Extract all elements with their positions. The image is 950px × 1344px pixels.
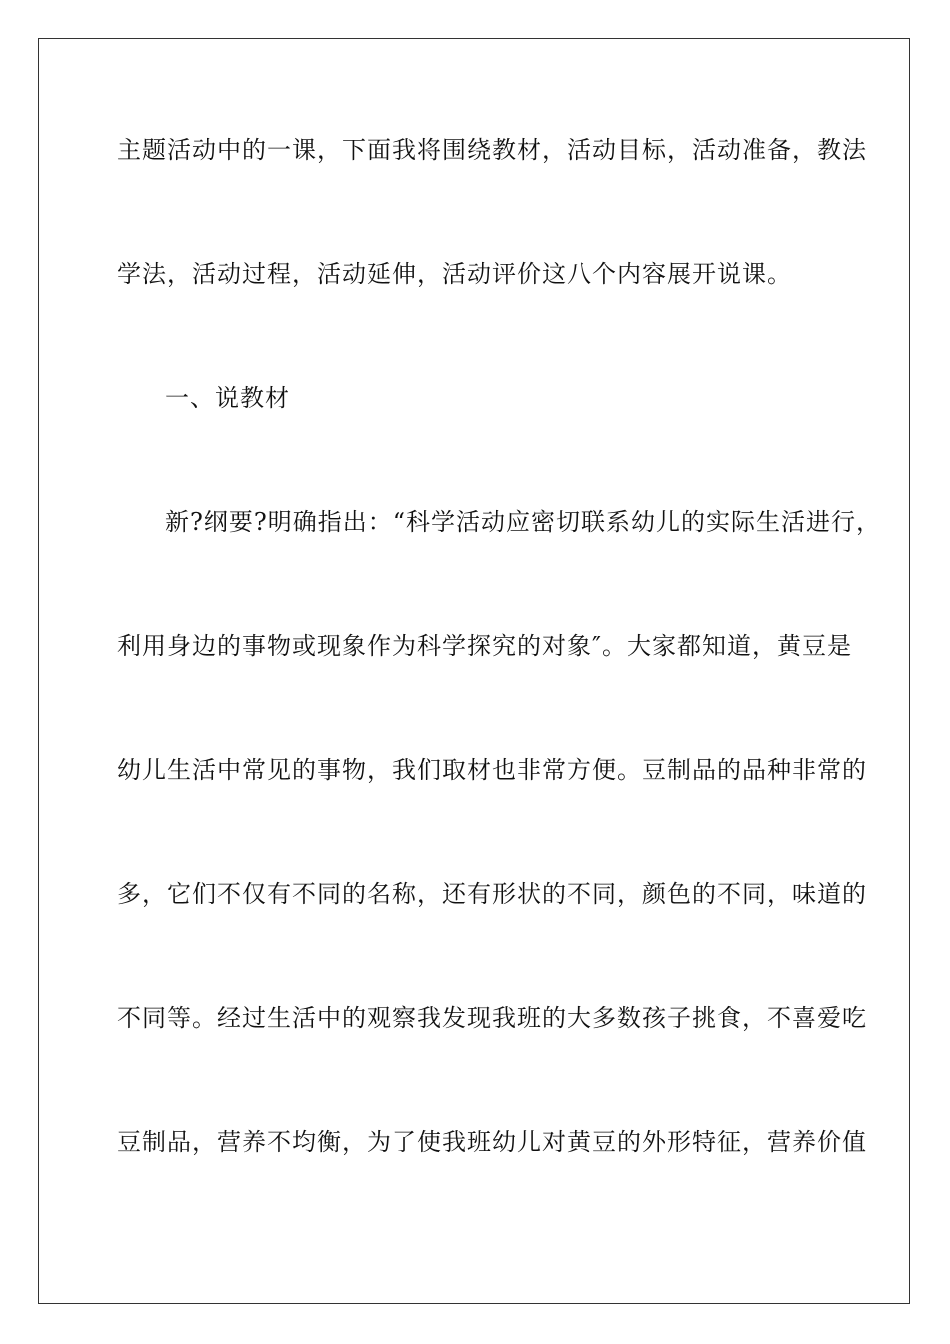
paragraph-line: 利用身边的事物或现象作为科学探究的对象″。大家都知道，黄豆是 xyxy=(117,632,852,660)
paragraph-line: 幼儿生活中常见的事物，我们取材也非常方便。豆制品的品种非常的 xyxy=(117,756,867,784)
paragraph-line: 多，它们不仅有不同的名称，还有形状的不同，颜色的不同，味道的 xyxy=(117,880,867,908)
paragraph-line: 学法，活动过程，活动延伸，活动评价这八个内容展开说课。 xyxy=(117,260,792,288)
paragraph-line: 主题活动中的一课，下面我将围绕教材，活动目标，活动准备，教法 xyxy=(117,136,867,164)
paragraph-line: 不同等。经过生活中的观察我发现我班的大多数孩子挑食，不喜爱吃 xyxy=(117,1004,867,1032)
paragraph-line: 豆制品，营养不均衡，为了使我班幼儿对黄豆的外形特征，营养价值 xyxy=(117,1128,867,1156)
page-border xyxy=(38,38,910,1304)
paragraph-line: 新?纲要?明确指出：“科学活动应密切联系幼儿的实际生活进行， xyxy=(165,508,882,536)
section-heading: 一、说教材 xyxy=(165,384,290,412)
